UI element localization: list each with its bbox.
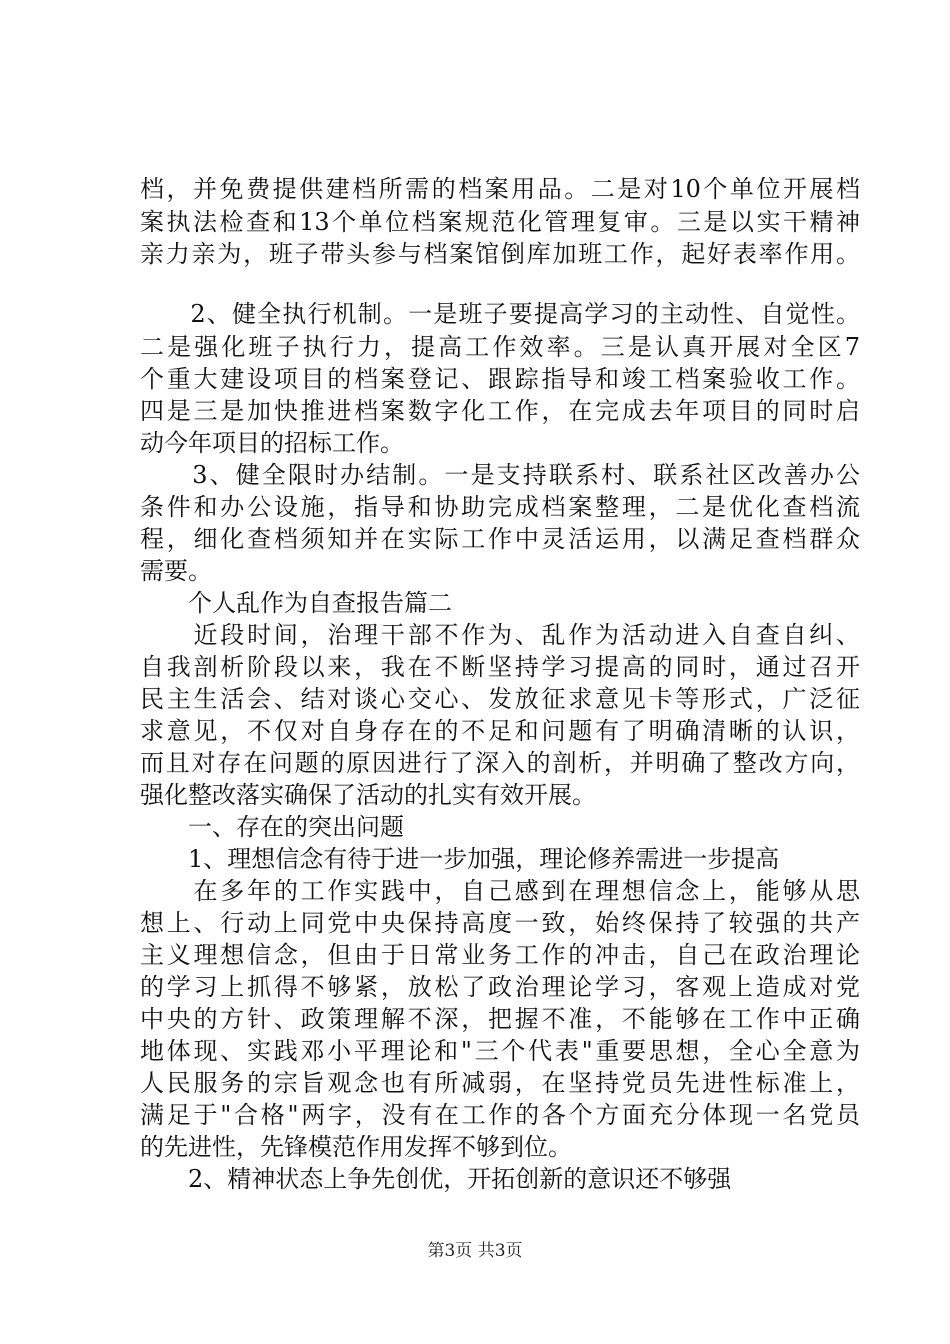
text-line: 二是强化班子执行力，提高工作效率。三是认真开展对全区7 [140,333,860,361]
text-line: 档，并免费提供建档所需的档案用品。二是对10个单位开展档 [140,175,860,203]
text-line: 自我剖析阶段以来，我在不断坚持学习提高的同时，通过召开 [140,653,860,681]
text-line: 需要。 [140,557,212,585]
text-line: 而且对存在问题的原因进行了深入的剖析，并明确了整改方向， [140,749,860,777]
subsection-heading: 2、精神状态上争先创优，开拓创新的意识还不够强 [140,1165,732,1193]
text-line: 案执法检查和13个单位档案规范化管理复审。三是以实干精神 [140,208,860,236]
text-line: 想上、行动上同党中央保持高度一致，始终保持了较强的共产 [140,909,860,937]
text-line: 人民服务的宗旨观念也有所减弱，在坚持党员先进性标准上， [140,1069,860,1097]
subsection-heading: 1、理想信念有待于进一步加强，理论修养需进一步提高 [140,845,780,873]
section-heading: 个人乱作为自查报告篇二 [140,589,452,617]
text-line: 地体现、实践邓小平理论和"三个代表"重要思想，全心全意为 [140,1037,860,1065]
text-line: 程，细化查档须知并在实际工作中灵活运用，以满足查档群众 [140,525,860,553]
text-line: 条件和办公设施，指导和协助完成档案整理，二是优化查档流 [140,493,860,521]
text-line: 动今年项目的招标工作。 [140,429,404,457]
text-line: 主义理想信念，但由于日常业务工作的冲击，自己在政治理论 [140,941,860,969]
text-line: 个重大建设项目的档案登记、跟踪指导和竣工档案验收工作。 [140,365,860,393]
text-line: 中央的方针、政策理解不深，把握不准，不能够在工作中正确 [140,1005,860,1033]
text-line: 的先进性，先锋模范作用发挥不够到位。 [140,1133,572,1161]
text-line: 四是三是加快推进档案数字化工作，在完成去年项目的同时启 [140,397,860,425]
page-footer: 第3页 共3页 [427,1241,523,1261]
text-line: 求意见，不仅对自身存在的不足和问题有了明确清晰的认识， [140,717,860,745]
section-heading: 一、存在的突出问题 [140,813,404,841]
text-line: 2、健全执行机制。一是班子要提高学习的主动性、自觉性。 [140,300,860,328]
text-line: 的学习上抓得不够紧，放松了政治理论学习，客观上造成对党 [140,973,860,1001]
text-line: 强化整改落实确保了活动的扎实有效开展。 [140,781,596,809]
text-line: 民主生活会、结对谈心交心、发放征求意见卡等形式，广泛征 [140,685,860,713]
text-line: 3、健全限时办结制。一是支持联系村、联系社区改善办公 [140,461,860,489]
text-line: 满足于"合格"两字，没有在工作的各个方面充分体现一名党员 [140,1101,860,1129]
text-line: 近段时间，治理干部不作为、乱作为活动进入自查自纠、 [140,621,860,649]
text-line: 亲力亲为，班子带头参与档案馆倒库加班工作，起好表率作用。 [140,240,860,268]
text-line: 在多年的工作实践中，自己感到在理想信念上，能够从思 [140,877,860,905]
